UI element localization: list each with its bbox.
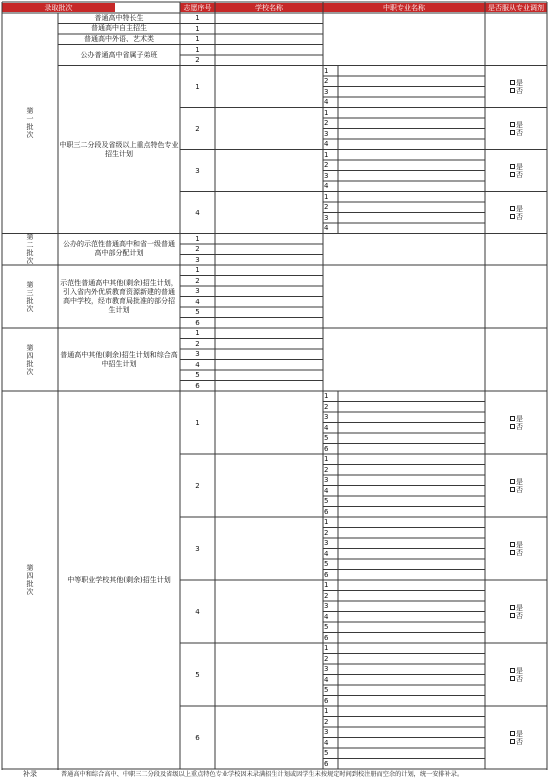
order-number: 6 [195,318,200,327]
major-number: 3 [324,213,329,222]
major-number: 6 [324,759,329,768]
checkbox-icon[interactable] [510,487,515,492]
major-number: 6 [324,570,329,579]
major-number: 1 [324,150,329,159]
major-name-field[interactable] [338,454,485,465]
obey-checkboxes [485,192,547,234]
order-number: 3 [195,255,200,264]
order-number: 1 [195,418,200,427]
major-name-field[interactable] [338,139,485,150]
major-name-field[interactable] [338,664,485,675]
major-name-field[interactable] [338,622,485,633]
batch4b-plan: 中等职业学校其他(剩余)招生计划 [67,575,171,584]
major-number: 4 [324,423,329,432]
obey-option-label: 否 [516,611,523,620]
order-number: 3 [195,166,200,175]
school-name-field[interactable] [215,349,323,360]
major-number: 4 [324,675,329,684]
major-name-field[interactable] [338,150,485,161]
obey-option-label: 是 [516,414,523,423]
batch4b-label [2,391,58,769]
batch2-plan: 公办的示范性普通高中和省一级普通高中部分配计划 [63,240,175,258]
obey-option-1[interactable] [510,486,547,494]
order-number: 1 [195,14,200,23]
school-name-field[interactable] [215,381,323,392]
school-name-field[interactable] [215,276,323,287]
checkbox-icon[interactable] [510,130,515,135]
obey-checkboxes [485,391,547,454]
major-number: 3 [324,665,329,674]
major-name-field[interactable] [338,528,485,539]
batch3-label [2,265,58,328]
major-number: 2 [324,717,329,726]
obey-option-1[interactable] [510,738,547,746]
order-number: 4 [195,360,200,369]
order-number: 1 [195,329,200,338]
major-number: 3 [324,539,329,548]
obey-option-0[interactable] [510,604,547,612]
checkbox-icon[interactable] [510,172,515,177]
major-name-field[interactable] [338,465,485,476]
school-name-field[interactable] [215,454,323,517]
checkbox-icon[interactable] [510,206,515,211]
major-number: 4 [324,549,329,558]
obey-option-1[interactable] [510,129,547,137]
order-number: 6 [195,381,200,390]
major-number: 3 [324,602,329,611]
major-number: 2 [324,654,329,663]
order-number: 5 [195,670,200,679]
school-name-field[interactable] [215,643,323,706]
major-name-field[interactable] [338,118,485,129]
obey-option-label: 否 [516,674,523,683]
header-school: 学校名称 [215,3,323,12]
order-number: 3 [195,350,200,359]
school-name-field[interactable] [215,234,323,245]
obey-option-label: 否 [516,86,523,95]
order-number: 1 [195,35,200,44]
order-number: 1 [195,266,200,275]
major-number: 3 [324,728,329,737]
school-name-field[interactable] [215,391,323,454]
school-name-field[interactable] [215,580,323,643]
major-name-field[interactable] [338,171,485,182]
checkbox-icon[interactable] [510,80,515,85]
obey-checkboxes [485,580,547,643]
major-name-field[interactable] [338,412,485,423]
major-name-field[interactable] [338,727,485,738]
major-name-field[interactable] [338,685,485,696]
major-number: 1 [324,66,329,75]
major-number: 1 [324,644,329,653]
major-number: 1 [324,455,329,464]
major-name-field[interactable] [338,759,485,770]
major-name-field[interactable] [338,549,485,560]
major-name-field[interactable] [338,643,485,654]
major-name-field[interactable] [338,591,485,602]
obey-option-1[interactable] [510,675,547,683]
major-number: 4 [324,140,329,149]
obey-option-label: 是 [516,666,523,675]
order-number: 2 [195,339,200,348]
major-number: 4 [324,612,329,621]
school-name-field[interactable] [215,34,323,45]
school-name-field[interactable] [215,66,323,108]
checkbox-icon[interactable] [510,424,515,429]
obey-option-label: 是 [516,78,523,87]
checkbox-icon[interactable] [510,122,515,127]
major-name-field[interactable] [338,97,485,108]
major-number: 1 [324,108,329,117]
school-name-field[interactable] [215,255,323,266]
school-name-field[interactable] [215,307,323,318]
major-number: 2 [324,119,329,128]
order-number: 4 [195,297,200,306]
order-number: 1 [195,234,200,243]
checkbox-icon[interactable] [510,676,515,681]
major-number: 2 [324,77,329,86]
obey-checkboxes [485,706,547,769]
major-number: 1 [324,392,329,401]
major-name-field[interactable] [338,423,485,434]
major-name-field[interactable] [338,570,485,581]
batch4a-plan: 普通高中其他(剩余)招生计划和综合高中招生计划 [60,350,178,368]
order-number: 1 [195,82,200,91]
checkbox-icon[interactable] [510,479,515,484]
checkbox-icon[interactable] [510,88,515,93]
school-name-field[interactable] [215,328,323,339]
major-name-field[interactable] [338,87,485,98]
school-name-field[interactable] [215,297,323,308]
major-number: 4 [324,182,329,191]
obey-option-0[interactable] [510,415,547,423]
obey-option-1[interactable] [510,549,547,557]
major-number: 3 [324,171,329,180]
school-name-field[interactable] [215,192,323,234]
school-name-field[interactable] [215,339,323,350]
major-name-field[interactable] [338,160,485,171]
major-name-field[interactable] [338,223,485,234]
major-name-field[interactable] [338,129,485,140]
major-number: 2 [324,161,329,170]
order-number: 2 [195,481,200,490]
major-number: 5 [324,623,329,632]
major-number: 6 [324,696,329,705]
major-number: 6 [324,633,329,642]
obey-option-1[interactable] [510,423,547,431]
obey-option-label: 是 [516,603,523,612]
order-number: 5 [195,308,200,317]
major-name-field[interactable] [338,717,485,728]
school-name-field[interactable] [215,318,323,329]
major-name-field[interactable] [338,486,485,497]
obey-option-label: 否 [516,128,523,137]
order-number: 4 [195,208,200,217]
supplement-label: 补录 [23,770,37,778]
obey-option-label: 是 [516,120,523,129]
major-name-field[interactable] [338,433,485,444]
major-name-field[interactable] [338,654,485,665]
checkbox-icon[interactable] [510,164,515,169]
major-name-field[interactable] [338,402,485,413]
obey-option-label: 是 [516,729,523,738]
major-name-field[interactable] [338,475,485,486]
batch4a-label [2,328,58,391]
batch1-plan-3: 公办普通高中省属子弟班 [80,50,158,59]
major-name-field[interactable] [338,738,485,749]
major-name-field[interactable] [338,192,485,203]
major-name-field[interactable] [338,517,485,528]
major-name-field[interactable] [338,675,485,686]
major-name-field[interactable] [338,444,485,455]
checkbox-icon[interactable] [510,542,515,547]
order-number: 3 [195,287,200,296]
major-name-field[interactable] [338,108,485,119]
major-number: 5 [324,497,329,506]
major-name-field[interactable] [338,706,485,717]
school-name-field[interactable] [215,517,323,580]
major-number: 6 [324,444,329,453]
major-number: 4 [324,486,329,495]
major-number: 6 [324,507,329,516]
major-number: 3 [324,413,329,422]
major-name-field[interactable] [338,181,485,192]
major-number: 5 [324,434,329,443]
obey-option-label: 否 [516,737,523,746]
batch3-label-text: 第 三 批 次 [26,280,34,313]
order-number: 2 [195,245,200,254]
batch3-plan: 示范性普通高中其他(剩余)招生计划，引入省内外优质教育资源新建的普通高中学校，经市教育局批准的部分招生计划 [60,278,178,314]
major-number: 1 [324,518,329,527]
batch2-label-text: 第 二 批 次 [26,233,34,266]
checkbox-icon[interactable] [510,731,515,736]
obey-option-0[interactable] [510,667,547,675]
school-name-field[interactable] [215,360,323,371]
obey-option-0[interactable] [510,121,547,129]
obey-option-label: 否 [516,170,523,179]
order-number: 4 [195,607,200,616]
obey-option-label: 否 [516,212,523,221]
obey-option-0[interactable] [510,79,547,87]
major-name-field[interactable] [338,559,485,570]
major-name-field[interactable] [338,76,485,87]
school-name-field[interactable] [215,108,323,150]
major-name-field[interactable] [338,580,485,591]
obey-option-label: 是 [516,204,523,213]
batch1-special-plan: 中职三二分段及省级以上重点特色专业招生计划 [59,140,179,158]
school-name-field[interactable] [215,244,323,255]
obey-checkboxes [485,108,547,150]
batch1-plan-1: 普通高中自主招生 [91,24,147,33]
school-name-field[interactable] [215,265,323,276]
obey-option-label: 否 [516,485,523,494]
checkbox-icon[interactable] [510,550,515,555]
order-number: 6 [195,733,200,742]
batch1-plan-2: 普通高中外语、艺术类 [84,34,154,43]
major-name-field[interactable] [338,633,485,644]
obey-option-1[interactable] [510,87,547,95]
obey-option-1[interactable] [510,612,547,620]
batch2-label [2,234,58,266]
order-number: 2 [195,124,200,133]
major-name-field[interactable] [338,748,485,759]
school-name-field[interactable] [215,24,323,35]
obey-checkboxes [485,454,547,517]
major-name-field[interactable] [338,601,485,612]
supplement-text: 普通高中和综合高中、中职三二分段及省级以上重点特色专业学校因未录满招生计划或因学生未按规定时间到校注册而空余的计划，统一安排补录。 [61,771,464,778]
obey-option-0[interactable] [510,205,547,213]
school-name-field[interactable] [215,706,323,769]
obey-option-0[interactable] [510,541,547,549]
major-number: 5 [324,560,329,569]
major-number: 2 [324,402,329,411]
checkbox-icon[interactable] [510,739,515,744]
batch4b-label-text: 第 四 批 次 [26,564,34,596]
school-name-field[interactable] [215,150,323,192]
obey-checkboxes [485,517,547,580]
school-name-field[interactable] [215,286,323,297]
major-number: 2 [324,465,329,474]
header-batch: 录取批次 [2,3,115,12]
major-name-field[interactable] [338,213,485,224]
checkbox-icon[interactable] [510,214,515,219]
major-number: 5 [324,686,329,695]
school-name-field[interactable] [215,55,323,66]
order-number: 5 [195,371,200,380]
batch1-label-text: 第 一 批 次 [26,107,34,140]
header-order: 志愿序号 [180,3,215,12]
major-number: 4 [324,738,329,747]
major-number: 4 [324,224,329,233]
batch1-plan-0: 普通高中特长生 [94,13,144,22]
major-number: 2 [324,591,329,600]
major-number: 3 [324,129,329,138]
obey-checkboxes [485,150,547,192]
obey-option-0[interactable] [510,478,547,486]
batch4a-label-text: 第 四 批 次 [26,343,34,376]
batch1-label [2,13,58,234]
obey-option-0[interactable] [510,163,547,171]
obey-option-0[interactable] [510,730,547,738]
checkbox-icon[interactable] [510,613,515,618]
order-number: 1 [195,45,200,54]
major-name-field[interactable] [338,391,485,402]
major-number: 2 [324,528,329,537]
checkbox-icon[interactable] [510,668,515,673]
obey-option-label: 否 [516,548,523,557]
school-name-field[interactable] [215,13,323,24]
order-number: 2 [195,56,200,65]
major-number: 1 [324,707,329,716]
header-obey: 是否服从专业调剂 [485,3,547,12]
checkbox-icon[interactable] [510,605,515,610]
obey-checkboxes [485,643,547,706]
major-name-field[interactable] [338,496,485,507]
major-name-field[interactable] [338,66,485,77]
order-number: 3 [195,544,200,553]
major-number: 3 [324,476,329,485]
major-number: 4 [324,98,329,107]
obey-option-label: 是 [516,540,523,549]
major-name-field[interactable] [338,202,485,213]
obey-checkboxes [485,66,547,108]
school-name-field[interactable] [215,45,323,56]
obey-option-1[interactable] [510,171,547,179]
order-number: 1 [195,24,200,33]
major-name-field[interactable] [338,612,485,623]
major-number: 1 [324,581,329,590]
major-name-field[interactable] [338,507,485,518]
obey-option-label: 是 [516,162,523,171]
obey-option-label: 否 [516,422,523,431]
obey-option-label: 是 [516,477,523,486]
checkbox-icon[interactable] [510,416,515,421]
major-name-field[interactable] [338,538,485,549]
major-number: 5 [324,749,329,758]
header-major: 中职专业名称 [323,3,485,12]
major-number: 1 [324,192,329,201]
major-number: 3 [324,87,329,96]
obey-option-1[interactable] [510,213,547,221]
school-name-field[interactable] [215,370,323,381]
major-number: 2 [324,203,329,212]
major-name-field[interactable] [338,696,485,707]
order-number: 2 [195,276,200,285]
